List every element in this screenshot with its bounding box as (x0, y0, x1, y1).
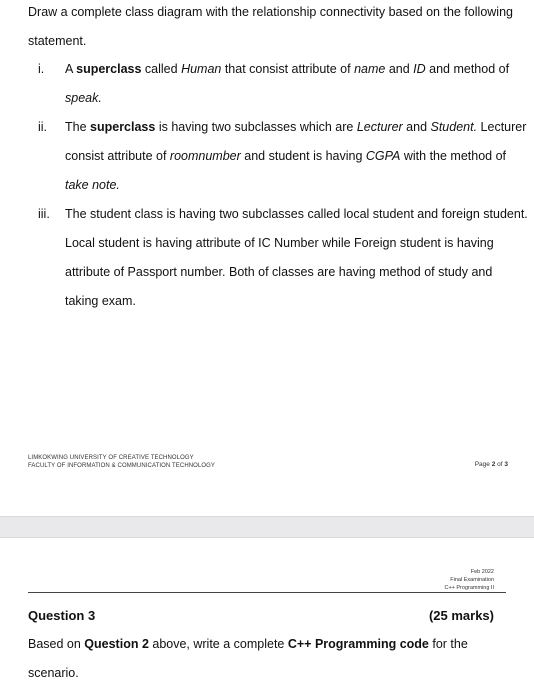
item-line (65, 149, 506, 163)
text-run: above, write a complete (148, 637, 288, 651)
footer-faculty: FACULTY OF INFORMATION & COMMUNICATION TECHNOLOGY (28, 463, 216, 469)
text-run: Lecturer (356, 120, 403, 134)
text-run: Local student is having attribute of IC Number while Foreign student is having (65, 236, 494, 250)
text-run: Question 2 (84, 637, 149, 651)
item-line (65, 178, 120, 192)
text-run: with the method of (400, 149, 507, 163)
text-run: take note. (65, 178, 120, 192)
item-line (65, 62, 509, 76)
text-run: and student is having (240, 149, 366, 163)
footer-institution (28, 454, 215, 470)
text-run: and (385, 62, 414, 76)
text-run: and (402, 120, 431, 134)
text-run: consist attribute of (65, 149, 170, 163)
page-of: of (497, 461, 503, 468)
text-run: The (65, 120, 91, 134)
text-run: for the (428, 637, 468, 651)
item-line (65, 120, 526, 134)
question-title: Question 3 (28, 608, 96, 623)
text-run: CGPA (365, 149, 401, 163)
text-run: superclass (76, 62, 142, 76)
item-number: iii. (38, 207, 50, 221)
item-line (65, 236, 494, 250)
item-number: ii. (38, 120, 48, 134)
page-separator (0, 516, 534, 538)
question-body-line-2: scenario. (28, 666, 79, 680)
text-run: is having two subclasses which are (155, 120, 357, 134)
text-run: C++ Programming code (287, 637, 429, 651)
page-label: Page (474, 461, 490, 468)
question-marks: (25 marks) (428, 608, 494, 623)
header-rule (28, 592, 506, 593)
text-run: Human (181, 62, 222, 76)
question-body-line-1 (28, 637, 468, 651)
text-run: ID (413, 62, 426, 76)
text-run: roomnumber (169, 149, 241, 163)
text-run: attribute of Passport number. Both of classes are having method of study and (65, 265, 493, 279)
item-line (65, 265, 492, 279)
text-run: Student. (430, 120, 478, 134)
text-run: superclass (90, 120, 156, 134)
page-total: 3 (504, 461, 508, 468)
page-number (475, 461, 508, 468)
text-run: name (354, 62, 386, 76)
intro-line-2: statement. (28, 34, 87, 48)
header-course: C++ Programming II (444, 585, 494, 591)
text-run: and method of (425, 62, 510, 76)
header-exam: Final Examination (450, 577, 494, 583)
text-run: that consist attribute of (221, 62, 355, 76)
item-line (65, 91, 102, 105)
text-run: A (65, 62, 77, 76)
page-current: 2 (491, 461, 496, 468)
footer-university: LIMKOKWING UNIVERSITY OF CREATIVE TECHNOLOGY (28, 455, 194, 461)
item-line (65, 294, 136, 308)
text-run: called (141, 62, 182, 76)
text-run: speak. (65, 91, 102, 105)
text-run: Based on (28, 637, 85, 651)
text-run: Lecturer (477, 120, 527, 134)
text-run: taking exam. (65, 294, 136, 308)
item-line (65, 207, 528, 221)
intro-line-1: Draw a complete class diagram with the relationship connectivity based on the following (28, 5, 513, 19)
header-date: Feb 2022 (470, 569, 494, 575)
text-run: The student class is having two subclasses called local student and foreign student. (65, 207, 528, 221)
item-number: i. (38, 62, 45, 76)
